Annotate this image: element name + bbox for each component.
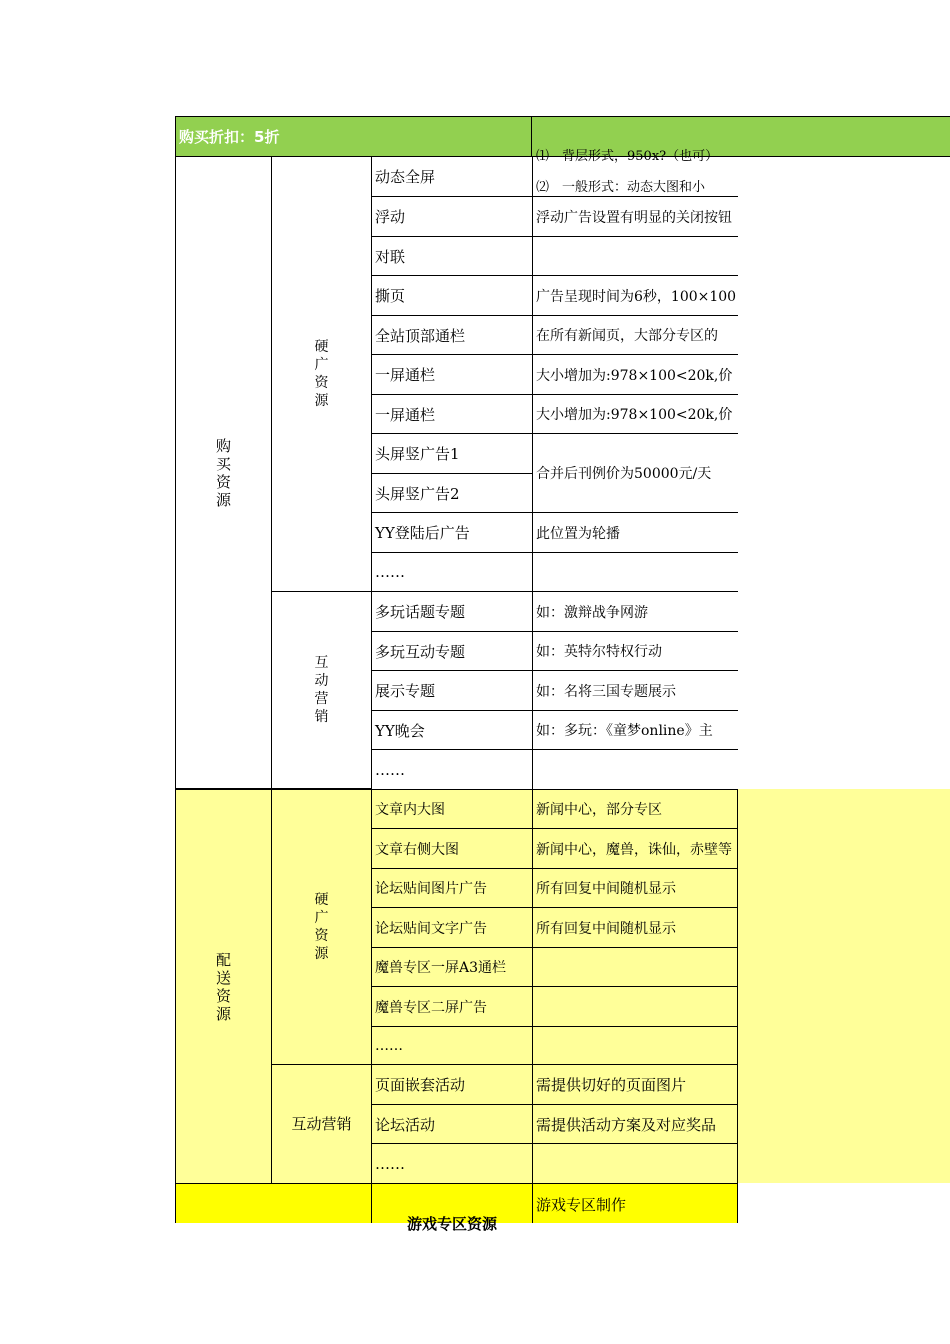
- resource-name-cell: [371, 1104, 533, 1144]
- category-gift-hard: [271, 789, 372, 1065]
- resource-name-cell: [371, 947, 533, 987]
- resource-desc-cell: [532, 986, 738, 1027]
- resource-desc-cell: [532, 591, 738, 632]
- resource-name: ……: [375, 563, 405, 581]
- resource-desc: 需提供切好的页面图片: [536, 1076, 687, 1094]
- resource-desc-cell: [532, 868, 738, 908]
- resource-name-cell: [371, 1064, 533, 1105]
- resource-desc-cell: [532, 275, 738, 316]
- resource-name: 论坛贴间图片广告: [375, 881, 487, 897]
- resource-desc: 所有回复中间随机显示: [536, 920, 676, 937]
- resource-desc-cell: [532, 354, 738, 395]
- resource-name: 动态全屏: [375, 168, 436, 186]
- resource-desc-cell: [532, 394, 738, 434]
- section-gift-label: 配送资源: [215, 950, 231, 1023]
- resource-desc: 如：名将三国专题展示: [536, 683, 676, 700]
- resource-desc-cell: [532, 1064, 738, 1105]
- section-buy-label: 购买资源: [215, 436, 231, 509]
- zone-name-cell: [371, 1183, 533, 1233]
- resource-name: 一屏通栏: [375, 366, 436, 384]
- resource-name: YY登陆后广告: [375, 524, 470, 542]
- resource-name-cell: [371, 315, 533, 355]
- resource-name-cell: [371, 156, 533, 197]
- resource-desc-cell: [532, 512, 738, 553]
- resource-desc: 如：多玩：《童梦online》主: [536, 723, 713, 739]
- category-gift-interactive: [271, 1064, 372, 1184]
- resource-desc-cell: [532, 196, 738, 237]
- resource-name: 多玩互动专题: [375, 642, 466, 661]
- resource-desc: 所有回复中间随机显示: [536, 881, 676, 897]
- zone-desc-cell: [532, 1183, 738, 1223]
- resource-desc-cell: [532, 710, 738, 750]
- resource-desc-cell: [532, 947, 738, 987]
- resource-desc-cell: [532, 789, 738, 829]
- resource-name: 魔兽专区一屏A3通栏: [375, 960, 507, 976]
- resource-name-cell: [371, 512, 533, 553]
- dynamic-desc-line2: ⑵ 一般形式：动态大图和小: [536, 180, 706, 195]
- resource-name: 头屏竖广告2: [375, 484, 460, 503]
- resource-desc: 在所有新闻页，大部分专区的: [536, 328, 718, 344]
- resource-name: 浮动: [375, 208, 406, 226]
- zone-desc: 游戏专区制作: [536, 1196, 627, 1214]
- resource-desc: 如：激辩战争网游: [536, 604, 648, 621]
- resource-desc-cell: [532, 1143, 738, 1184]
- resource-desc: 大小增加为:978×100<20k,价: [536, 407, 733, 423]
- resource-name: 文章内大图: [375, 802, 445, 818]
- resource-desc-cell: [532, 1026, 738, 1065]
- resource-desc: 新闻中心，部分专区: [536, 802, 662, 818]
- dynamic-desc-line1: ⑴ 背层形式，950x?（也可）: [536, 149, 719, 164]
- resource-name: 一屏通栏: [375, 405, 436, 424]
- resource-desc: 新闻中心，魔兽，诛仙，赤壁等: [536, 841, 732, 858]
- resource-name: 展示专题: [375, 682, 436, 700]
- resource-name: YY晚会: [375, 721, 425, 740]
- category-buy-hard: [271, 156, 372, 592]
- resource-name: 对联: [375, 247, 406, 266]
- resource-name-cell: [371, 591, 533, 632]
- resource-desc-cell: [532, 749, 738, 790]
- resource-name: 论坛活动: [375, 1115, 436, 1134]
- category-buy-interactive-label: 互动营销: [314, 655, 329, 725]
- resource-name: 页面嵌套活动: [375, 1076, 466, 1094]
- resource-name: ……: [375, 1037, 403, 1054]
- resource-name-cell: [371, 828, 533, 869]
- resource-name-cell: [371, 631, 533, 671]
- resource-desc-cell: [532, 828, 738, 869]
- resource-name-cell: [371, 789, 533, 829]
- resource-name-cell: [371, 275, 533, 316]
- resource-name: 文章右侧大图: [375, 841, 459, 858]
- section-gift: [175, 789, 272, 1184]
- category-gift-hard-label: 硬广资源: [314, 892, 329, 962]
- resource-name-cell: [371, 710, 533, 750]
- resource-name-cell: [371, 354, 533, 395]
- resource-desc-cell: [532, 670, 738, 711]
- resource-desc: 合并后刊例价为50000元/天: [536, 466, 712, 482]
- resource-name: ……: [375, 760, 405, 779]
- section-buy: [175, 156, 272, 789]
- resource-desc-cell: [532, 552, 738, 592]
- resource-name-cell: [371, 433, 533, 474]
- resource-desc-cell: [532, 907, 738, 948]
- resource-name: 论坛贴间文字广告: [375, 920, 487, 937]
- resource-name: 多玩话题专题: [375, 603, 466, 621]
- zone-section-cell: [175, 1183, 372, 1223]
- category-buy-interactive: [271, 591, 372, 789]
- resource-name: 撕页: [375, 287, 406, 305]
- resource-desc-cell: [532, 149, 738, 197]
- resource-name: 头屏竖广告1: [375, 445, 460, 463]
- resource-name-cell: [371, 196, 533, 237]
- resource-desc-cell: [532, 631, 738, 671]
- discount-header: 购买折扣：5折: [179, 128, 280, 146]
- category-buy-hard-label: 硬广资源: [314, 339, 329, 409]
- resource-name: 魔兽专区二屏广告: [375, 999, 487, 1016]
- resource-name-cell: [371, 552, 533, 592]
- resource-desc: 此位置为轮播: [536, 525, 620, 542]
- resource-name-cell: [371, 670, 533, 711]
- resource-name-cell: [371, 907, 533, 948]
- resource-desc: 如：英特尔特权行动: [536, 644, 662, 660]
- resource-name: ……: [375, 1154, 405, 1173]
- resource-name-cell: [371, 236, 533, 276]
- resource-name-cell: [371, 986, 533, 1027]
- resource-name-cell: [371, 473, 533, 513]
- resource-desc: 大小增加为:978×100<20k,价: [536, 367, 733, 384]
- resource-name-cell: [371, 868, 533, 908]
- zone-name: 游戏专区资源: [406, 1215, 497, 1233]
- resource-desc-cell: [532, 236, 738, 276]
- resource-name-cell: [371, 1143, 533, 1184]
- resource-name-cell: [371, 1026, 533, 1065]
- resource-name-cell: [371, 394, 533, 434]
- resource-desc: 浮动广告设置有明显的关闭按钮: [536, 209, 732, 226]
- resource-desc-cell: [532, 1104, 738, 1144]
- resource-desc-cell: [532, 315, 738, 355]
- category-gift-interactive-label: 互动营销: [291, 1115, 352, 1133]
- resource-desc: 广告呈现时间为6秒，100×100: [536, 288, 737, 305]
- resource-desc-cell-merged: [532, 433, 738, 513]
- resource-desc: 需提供活动方案及对应奖品: [536, 1115, 717, 1134]
- resource-name-cell: [371, 749, 533, 790]
- resource-name: 全站顶部通栏: [375, 326, 466, 345]
